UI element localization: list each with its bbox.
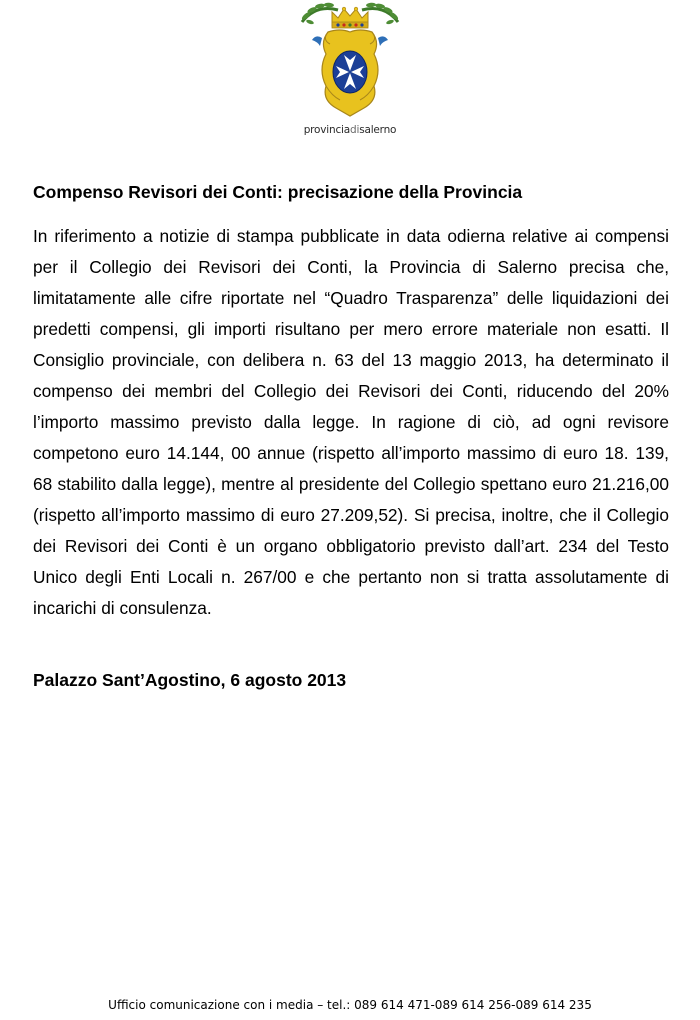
- signature-line: Palazzo Sant’Agostino, 6 agosto 2013: [33, 670, 347, 690]
- provincia-salerno-coat-of-arms-icon: [298, 0, 402, 124]
- provincia-logo: [298, 0, 402, 142]
- footer-contact: Ufficio comunicazione con i media – tel.: 089 614 471-089 614 256-089 614 235: [108, 998, 592, 1012]
- body-paragraph: In riferimento a notizie di stampa pubblicate in data odierna relative ai compensi per il Collegio dei Revisori dei Conti, la Provincia di Salerno precisa che, limitatamente alle cifre riportate nel “Quadro Trasparenza” delle liquidazioni dei predetti compensi, gli importi risultano per mero errore materiale non esatti. Il Consiglio provinciale, con delibera n. 63 del 13 maggio 2013, ha determinato il compenso dei membri del Collegio dei Revisori dei Conti, riducendo del 20% l’importo massimo previsto dalla legge. In ragione di ciò, ad ogni revisore competono euro 14.144, 00 annue (rispetto all’importo massimo di euro 18. 139, 68 stabilito dalla legge), mentre al presidente del Collegio spettano euro 21.216,00 (rispetto all’importo massimo di euro 27.209,52). Si precisa, inoltre, che il Collegio dei Revisori dei Conti è un organo obbligatorio previsto dall’art. 234 del Testo Unico degli Enti Locali n. 267/00 e che pertanto non si tratta assolutamente di incarichi di consulenza.: [33, 226, 669, 618]
- document-title: Compenso Revisori dei Conti: precisazione della Provincia: [33, 182, 523, 202]
- logo-wordmark: provinciadisalerno: [303, 124, 397, 136]
